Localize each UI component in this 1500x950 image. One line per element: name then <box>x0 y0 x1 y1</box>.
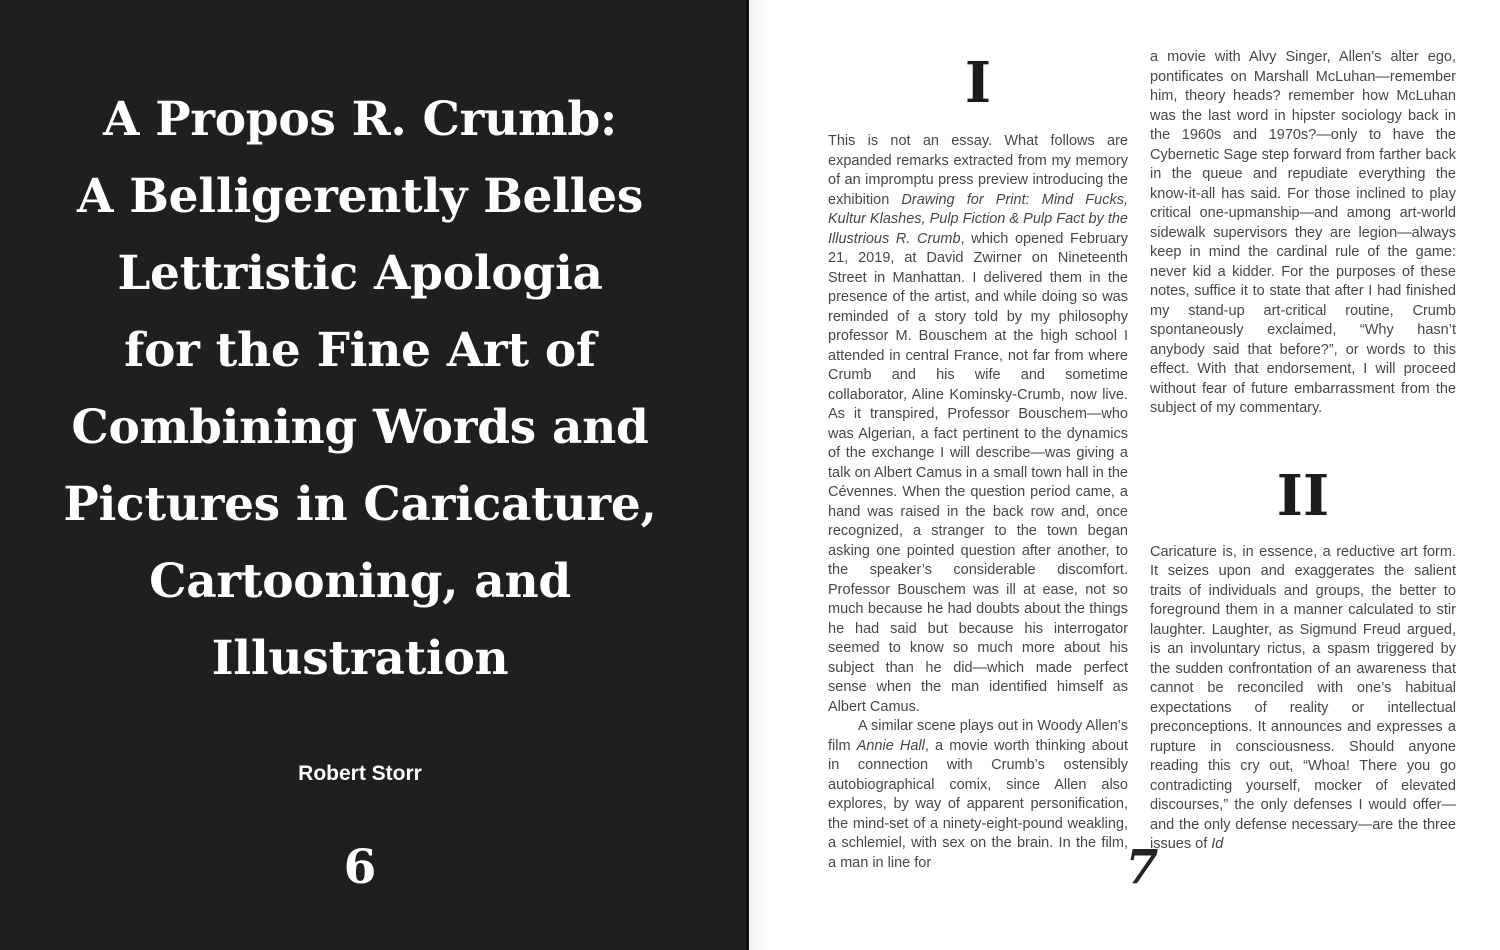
section-numeral: I <box>964 50 992 116</box>
title-line: A Propos R. Crumb: <box>103 92 617 148</box>
body-paragraph <box>1150 48 1456 419</box>
section-numeral: II <box>1276 462 1330 529</box>
text-run: Id <box>1211 836 1224 852</box>
page-number-right: 7 <box>1125 840 1159 895</box>
text-run: , which opened February 21, 2019, at David Zwirner on Nineteenth Street in Manhattan. I delivered them in the presence of the artist, and while doing so was reminded of a story told by my philosophy professor M. Bouschem at the high school I attended in central France, not far from where Crumb and his wife and sometime collaborator, Aline Kominsky-Crumb, now live. As it transpired, Professor Bouschem—who was Algerian, a fact pertinent to the dynamics of the exchange I will describe—was giving a talk on Albert Camus in a small town hall in the Cévennes. When the question period came, a hand was raised in the back row and, once recognized, a stranger to the town began asking one pointed question after another, to the speaker’s considerable discomfort. Professor Bouschem was ill at ease, not so much because he had doubts about the things he had said but because his interrogator seemed to know so much more about his subject than he did—which made perfect sense when the man identified himself as Albert Camus. <box>828 230 1128 715</box>
title-line: Cartooning, and <box>149 554 571 610</box>
text-column-left <box>828 48 1128 873</box>
title-line: Lettristic Apologia <box>117 246 603 302</box>
spine-shadow <box>749 0 769 950</box>
title-line: Pictures in Caricature, <box>63 477 657 533</box>
essay-title <box>0 81 720 697</box>
text-run: Drawing for Print: Mind Fucks, Kultur Klashes, Pulp Fiction & Pulp Fact by the Illustrious R. Crumb <box>828 191 1128 247</box>
title-line: A Belligerently Belles <box>77 169 643 225</box>
text-run: Caricature is, in essence, a reductive art form. It seizes upon and exaggerates the salient traits of individuals and groups, the better to foreground them in a manner calculated to stir laughter. Laughter, as Sigmund Freud argued, is an involuntary rictus, a spasm triggered by the sudden confrontation of an awareness that cannot be reconciled with one’s habitual expectations of reality or intellectual preconceptions. It announces and expresses a rupture in consciousness. Should anyone reading this cry out, “Whoa! There you go contradicting yourself, mocker of elevated discourses,” the only defenses I would offer—and the only defense necessary—are the three issues of <box>1150 543 1456 852</box>
body-paragraph <box>828 132 1128 717</box>
right-page-textblock <box>828 0 1456 950</box>
page-number-left: 6 <box>343 840 377 895</box>
text-run: , a movie worth thinking about in connection with Crumb’s ostensibly autobiographical comix, since Allen also explores, by way of apparent personification, the mind-set of a ninety-eight-pound weakling, a schlemiel, with sex on the brain. In the film, a man in line for <box>828 737 1129 871</box>
text-run: a movie with Alvy Singer, Allen’s alter ego, pontificates on Marshall McLuhan—remember him, theory heads? remember how McLuhan was the last word in hipster sociology back in the 1960s and 1970s?—only to have the Cybernetic Sage step forward from farther back in the queue and repudiate everything the know-it-all has said. For those inclined to play critical one-upmanship—and among art-world sidewalk supervisors they are legion—always keep in mind the cardinal rule of the game: never kid a kidder. For the purposes of these notes, suffice it to state that after I had finished my stand-up art-critical routine, Crumb spontaneously exclaimed, “Why hasn’t anybody said that before?”, or words to this effect. With that endorsement, I will proceed without fear of future embarrassment from the subject of my commentary. <box>1150 49 1456 416</box>
title-line: Illustration <box>211 631 509 687</box>
text-run: A similar scene plays out in Woody Allen’s film <box>828 718 1128 754</box>
text-column-right <box>1150 48 1456 855</box>
title-line: Combining Words and <box>71 400 649 456</box>
body-paragraph <box>1150 543 1456 855</box>
left-page <box>0 0 749 950</box>
text-run: This is not an essay. What follows are expanded remarks extracted from my memory of an impromptu press preview introducing the exhibition <box>828 133 1128 208</box>
author-name: Robert Storr <box>298 762 422 785</box>
title-line: for the Fine Art of <box>124 323 596 379</box>
left-page-content <box>0 0 720 950</box>
text-run: Annie Hall <box>856 737 925 754</box>
right-page <box>749 0 1500 950</box>
